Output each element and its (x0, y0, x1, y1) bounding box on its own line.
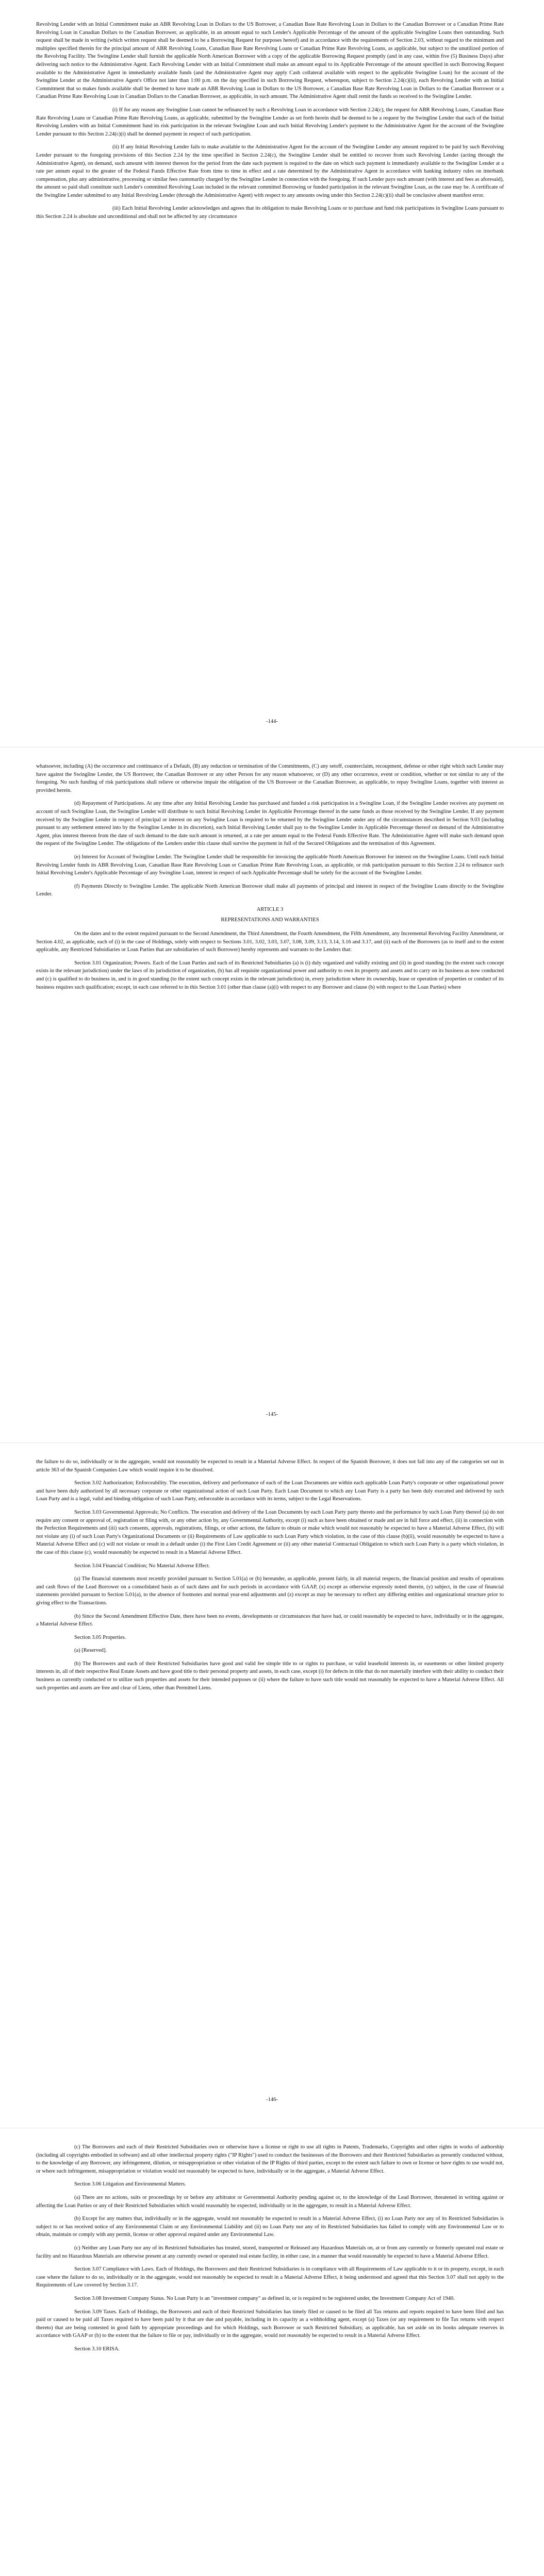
section-3-09: Section 3.09 Taxes. Each of Holdings, the Borrowers and each of their Restricted Subsidiaries has timely filed or caused to be filed all Tax returns and reports required to have been filed and has paid or caused to be paid all Taxes required to have been paid by it that are due and payable, including in its capacity as a withholding agent, except (a) Taxes (or any requirement to file Tax returns with respect thereto) that are being contested in good faith by appropriate proceedings and for which Holdings, such Borrower or such Restricted Subsidiary, as applicable, has set aside on its books adequate reserves in accordance with GAAP or (b) to the extent that the failure to file or pay, individually or in the aggregate, would not reasonably be expected to result in a Material Adverse Effect. (36, 2309, 504, 2339)
paragraph-f: (f) Payments Directly to Swingline Lender. The applicable North American Borrower shall make all payments of principal and interest in respect of the Swingline Loans directly to the Swingline Lender. (36, 883, 504, 897)
paragraph-continuation: Revolving Lender with an Initial Commitment make an ABR Revolving Loan in Dollars to the US Borrower, a Canadian Base Rate Revolving Loan in Dollars to the Canadian Borrower or a Canadian Prime Rate Revolving Loan in Canadian Dollars to the Canadian Borrower, as applicable, in an amount equal to such Lender's Applicable Percentage of the amount of the applicable Swingline Loans then outstanding. Such request shall be made in writing (which written request shall be deemed to be a Borrowing Request for purposes hereof) and in accordance with the requirements of Section 2.03, without regard to the minimum and multiples specified therein for the principal amount of ABR Revolving Loans, Canadian Base Rate Revolving Loans or Canadian Prime Rate Revolving Loans, as applicable, but subject to the unutilized portion of the Revolving Facility. The Swingline Lender shall furnish the applicable North American Borrower with a copy of the applicable Borrowing Request promptly (and in any case, within five (5) Business Days) after delivering such notice to the Administrative Agent. Each Revolving Lender with an Initial Commitment shall make an amount equal to its Applicable Percentage of the amount specified in such Borrowing Request available to the Administrative Agent in immediately available funds (and the Administrative Agent may apply Cash collateral available with respect to the applicable Swingline Loan) for the account of the Swingline Lender at the Administrative Agent's Office not later than 1:00 p.m. on the day specified in such Borrowing Request, whereupon, subject to Section 2.24(c)(ii), each Revolving Lender with an Initial Commitment that so makes funds available shall be deemed to have made an ABR Revolving Loan in Dollars to the US Borrower, a Canadian Base Rate Revolving Loan in Dollars to the Canadian Borrower or a Canadian Prime Rate Revolving Loan in Canadian Dollars to the Canadian Borrower, as applicable, in such amount. The Administrative Agent shall remit the funds so received to the Swingline Lender. (36, 22, 504, 100)
section-3-06-a: (a) There are no actions, suits or proceedings by or before any arbitrator or Governmental Authority pending against or, to the knowledge of the Lead Borrower, threatened in writing against or affecting the Loan Parties or any of their Restricted Subsidiaries which would reasonably be expected, individually or in the aggregate, to result in a Material Adverse Effect. (36, 2194, 504, 2209)
section-3-05-c: (c) The Borrowers and each of their Restricted Subsidiaries own or otherwise have a license or right to use all rights in Patents, Trademarks, Copyrights and other rights in works of authorship (including all copyrights embodied in software) and all other intellectual property rights ("IP Rights") used to conduct the businesses of the Borrowers and their Restricted Subsidiaries as presently conducted without, to the knowledge of any Borrower, any infringement, dilution, or misappropriation or other violation of the IP Rights of third parties, except to the extent such failure to own or license or have rights to use would not, or where such infringement, misappropriation or violation would not reasonably be expected to have, individually or in the aggregate, a Material Adverse Effect. (36, 2144, 504, 2174)
paragraph-c-i: (i) If for any reason any Swingline Loan cannot be refinanced by such a Revolving Loan in accordance with Section 2.24(c), the request for ABR Revolving Loans, Canadian Base Rate Revolving Loans or Canadian Prime Rate Revolving Loans, as applicable, submitted by the Swingline Lender as set forth herein shall be deemed to be a request by the Swingline Lender that each of the Initial Revolving Lenders with an Initial Commitment fund its risk participation in the relevant Swingline Loan and each Initial Revolving Lender's payment to the Administrative Agent for the account of the Swingline Lender pursuant to this Section 2.24(c)(i) shall be deemed payment in respect of such participation. (36, 107, 504, 137)
article-heading: ARTICLE 3 (256, 906, 284, 912)
section-3-08: Section 3.08 Investment Company Status. No Loan Party is an "investment company" as defined in, or is required to be registered under, the Investment Company Act of 1940. (74, 2295, 455, 2301)
section-3-04-b: (b) Since the Second Amendment Effective Date, there have been no events, developments or circumstances that have had, or could reasonably be expected to have, individually or in the aggregate, a Material Adverse Effect. (36, 1613, 504, 1628)
paragraph-d: (d) Repayment of Participations. At any time after any Initial Revolving Lender has purchased and funded a risk participation in a Swingline Loan, if the Swingline Lender receives any payment on account of such Swingline Loan, the Swingline Lender will distribute to such Initial Revolving Lender its Applicable Percentage thereof in the same funds as those received by the Swingline Lender. If any payment received by the Swingline Lender in respect of principal or interest on any Swingline Loan is required to be returned by the Swingline Lender under any of the circumstances described in Section 9.03 (including pursuant to any settlement entered into by the Swingline Lender in its discretion), each Initial Revolving Lender shall pay to the Swingline Lender its Applicable Percentage thereof on demand of the Administrative Agent, plus interest thereon from the date of such demand to the date such amount is returned, at a rate per annum equal to the Federal Funds Effective Rate. The Administrative Agent will make such demand upon the request of the Swingline Lender. The obligations of the Lenders under this clause shall survive the payment in full of the Secured Obligations and the termination of this Agreement. (36, 801, 504, 847)
document-page-144 (0, 21, 544, 226)
section-3-10-heading: Section 3.10 ERISA. (74, 2346, 120, 2352)
paragraph-continuation: whatsoever, including (A) the occurrence and continuance of a Default, (B) any reduction or termination of the Commitments, (C) any setoff, counterclaim, recoupment, defense or other right which such Lender may have against the Swingline Lender, the US Borrower, the Canadian Borrower or any other Person for any reason whatsoever, or (D) any other occurrence, event or condition, whether or not similar to any of the foregoing. No such funding of risk participations shall relieve or otherwise impair the obligation of the US Borrower or the Canadian Borrower, as applicable, to repay Swingline Loans, together with interest as provided herein. (36, 764, 504, 793)
article-intro: On the dates and to the extent required pursuant to the Second Amendment, the Third Amendment, the Fourth Amendment, the Fifth Amendment, any Incremental Revolving Facility Amendment, or Section 4.02, as applicable, each of (i) in the case of Holdings, solely with respect to Sections 3.01, 3.02, 3.03, 3.07, 3.08, 3.09, 3.13, 3.14, 3.16 and 3.17, and (ii) each of the Borrowers (as to itself and to the extent applicable, any Restricted Subsidiaries or Loan Parties that are subsidiaries of such Borrower) hereby represents and warrants to the Lenders that: (36, 931, 504, 953)
paragraph-c-iii: (iii) Each Initial Revolving Lender acknowledges and agrees that its obligation to make Revolving Loans or to purchase and fund risk participations in Swingline Loans pursuant to this Section 2.24 is absolute and unconditional and shall not be affected by any circumstance (36, 206, 504, 220)
paragraph-e: (e) Interest for Account of Swingline Lender. The Swingline Lender shall be responsible for invoicing the applicable North American Borrower for interest on the Swingline Loans. Until each Initial Revolving Lender funds its ABR Revolving Loan, Canadian Base Rate Revolving Loan or Canadian Prime Rate Revolving Loan, as applicable, or risk participation pursuant to this Section 2.24 to refinance such Initial Revolving Lender's Applicable Percentage of any Swingline Loan, interest in respect of such Applicable Percentage shall be solely for the account of the Swingline Lender. (36, 854, 504, 876)
page-divider (0, 747, 544, 748)
section-3-01: Section 3.01 Organization; Powers. Each of the Loan Parties and each of its Restricted Subsidiaries (a) is (i) duly organized and validly existing and (ii) in good standing (to the extent such concept exists in the relevant jurisdiction) under the laws of its jurisdiction of organization, (b) has all requisite organizational power and authority to own its property and assets and to carry on its business as now conducted and (c) is qualified to do business in, and is in good standing (to the extent such concept exists in the relevant jurisdiction) in, every jurisdiction where its ownership, lease or operation of properties or conduct of its business requires such qualification; except, in each case referred to in this Section 3.01 (other than clause (a)(i) with respect to any Borrower and clause (b) with respect to the Loan Parties) where (36, 960, 504, 990)
paragraph-c-ii: (ii) If any Initial Revolving Lender fails to make available to the Administrative Agent for the account of the Swingline Lender any amount required to be paid by such Revolving Lender pursuant to the foregoing provisions of this Section 2.24 by the time specified in Section 2.24(c), the Swingline Lender shall be entitled to recover from such Revolving Lender (acting through the Administrative Agent), on demand, such amount with interest thereon for the period from the date such payment is required to the date on which such payment is immediately available to the Swingline Lender at a rate per annum equal to the greater of the Federal Funds Effective Rate from time to time in effect and a rate determined by the Administrative Agent in accordance with banking industry rules on interbank compensation, plus any administrative, processing or similar fees customarily charged by the Swingline Lender in connection with the foregoing. If such Lender pays such amount (with interest and fees as aforesaid), the amount so paid shall constitute such Lender's committed Revolving Loan included in the relevant committed Borrowing or funded participation in the relevant Swingline Loan, as the case may be. A certificate of the Swingline Lender submitted to any Initial Revolving Lender (through the Administrative Agent) with respect to any amounts owing under this Section 2.24(c)(ii) shall be conclusive absent manifest error. (36, 144, 504, 198)
section-3-03: Section 3.03 Governmental Approvals; No Conflicts. The execution and delivery of the Loan Documents by each Loan Party party thereto and the performance by such Loan Party thereof (a) do not require any consent or approval of, registration or filing with, or any other action by, any Governmental Authority, except (i) such as have been obtained or made and are in full force and effect, (ii) in connection with the Perfection Requirements and (iii) such consents, approvals, registrations, filings, or other actions, the failure to obtain or make which would not reasonably be expected to have a Material Adverse Effect, (b) will not violate any (i) of such Loan Party's Organizational Documents or (ii) Requirements of Law applicable to such Loan Party which violation, in the case of this clause (b)(ii), would reasonably be expected to have a Material Adverse Effect and (c) will not violate or result in a default under (i) the First Lien Credit Agreement or (ii) any other material Contractual Obligation to which such Loan Party is a party which violation, in the case of this clause (c), would reasonably be expected to result in a Material Adverse Effect. (36, 1509, 504, 1555)
page-number: -146- (266, 2097, 278, 2103)
paragraph-continuation: the failure to do so, individually or in the aggregate, would not reasonably be expected to result in a Material Adverse Effect. In respect of the Spanish Borrower, it does not fall into any of the categories set out in article 363 of the Spanish Companies Law which would require it to be dissolved. (36, 1459, 504, 1473)
document-page-146 (0, 1458, 544, 1697)
article-title: REPRESENTATIONS AND WARRANTIES (221, 917, 319, 923)
section-3-02: Section 3.02 Authorization; Enforceability. The execution, delivery and performance of each of the Loan Documents are within each applicable Loan Party's corporate or other organizational power and have been duly authorized by all necessary corporate or other organizational action of such Loan Party. Each Loan Document to which any Loan Party is a party has been duly executed and delivered by such Loan Party and is a legal, valid and binding obligation of such Loan Party, enforceable in accordance with its terms, subject to the Legal Reservations. (36, 1480, 504, 1502)
section-3-05-heading: Section 3.05 Properties. (74, 1634, 126, 1640)
document-page-147 (0, 2143, 544, 2358)
section-3-05-b: (b) The Borrowers and each of their Restricted Subsidiaries have good and valid fee simple title to or rights to purchase, or valid leasehold interests in, or easements or other limited property interests in, all of their respective Real Estate Assets and have good title to their personal property and assets, in each case, except (i) for defects in title that do not materially interfere with their ability to conduct their business as currently conducted or to utilize such properties and assets for their intended purposes or (ii) where the failure to have such title would not reasonably be expected to have a Material Adverse Effect. All such properties and assets are free and clear of Liens, other than Permitted Liens. (36, 1660, 504, 1691)
section-3-07: Section 3.07 Compliance with Laws. Each of Holdings, the Borrowers and their Restricted Subsidiaries is in compliance with all Requirements of Law applicable to it or its property, except, in each case where the failure to do so, individually or in the aggregate, would not reasonably be expected to result in a Material Adverse Effect, it being understood and agreed that this Section 3.07 shall not apply to the Requirements of Law covered by Section 3.17. (36, 2266, 504, 2289)
section-3-05-a: (a) [Reserved]. (74, 1648, 107, 1654)
page-number: -145- (266, 1412, 278, 1417)
section-3-04-heading: Section 3.04 Financial Condition; No Material Adverse Effect. (74, 1563, 210, 1569)
section-3-06-b: (b) Except for any matters that, individually or in the aggregate, would not reasonably be expected to result in a Material Adverse Effect, (i) no Loan Party nor any of its Restricted Subsidiaries is subject to or has received notice of any Environmental Claim or any Environmental Liability and (ii) no Loan Party nor any of its Restricted Subsidiaries has failed to comply with any Environmental Law or to obtain, maintain or comply with any permit, license or other approval required under any Environmental Law. (36, 2216, 504, 2238)
section-3-04-a: (a) The financial statements most recently provided pursuant to Section 5.01(a) or (b) hereunder, as applicable, present fairly, in all material respects, the financial position and results of operations and cash flows of the Lead Borrower on a consolidated basis as of such dates and for such periods in accordance with GAAP, (x) except as otherwise expressly noted therein, (y) subject, in the case of financial statements provided pursuant to Section 5.01(a), to the absence of footnotes and normal year-end adjustments and (z) except as may be necessary to reflect any differing entities and organizational structure prior to giving effect to the Transactions. (36, 1576, 504, 1606)
section-3-06-c: (c) Neither any Loan Party nor any of its Restricted Subsidiaries has treated, stored, transported or Released any Hazardous Materials on, at or from any currently or formerly operated real estate or facility and no Hazardous Materials are otherwise present at any currently owned or operated real estate facility, in either case, in a manner that would reasonably be expected to have a Material Adverse Effect. (36, 2245, 504, 2259)
section-3-06-heading: Section 3.06 Litigation and Environmental Matters. (74, 2181, 186, 2188)
page-number: -144- (266, 719, 278, 724)
document-page-145 (0, 762, 544, 996)
